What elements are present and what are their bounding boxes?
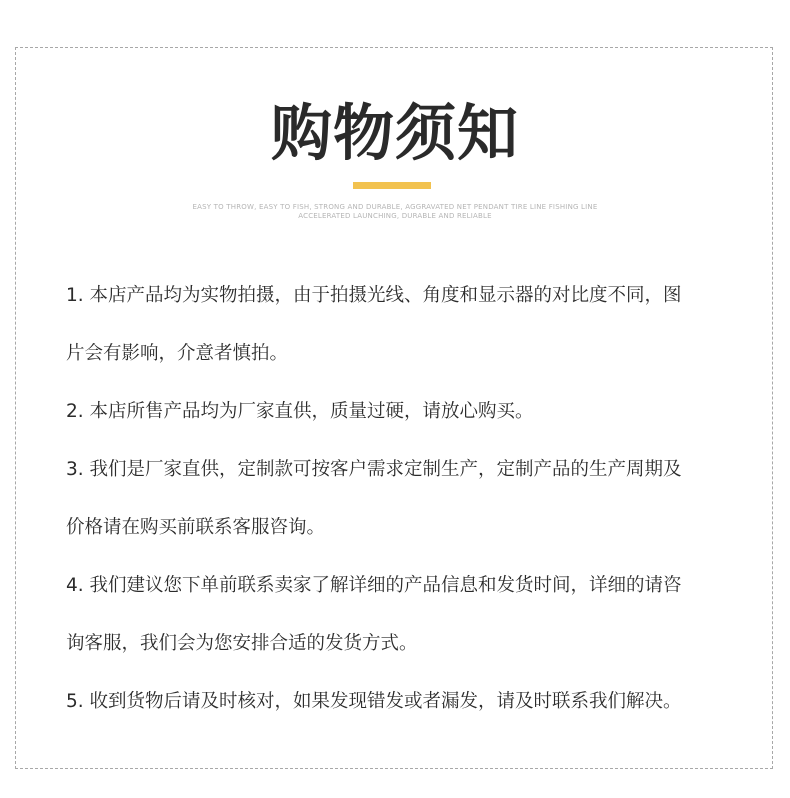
notice-line-8: 5. 收到货物后请及时核对，如果发现错发或者漏发，请及时联系我们解决。 (66, 691, 682, 712)
notice-line-3: 2. 本店所售产品均为厂家直供，质量过硬，请放心购买。 (66, 401, 534, 422)
notice-line-5: 价格请在购买前联系客服咨询。 (66, 517, 326, 538)
title-underline-bar (353, 182, 431, 189)
notice-line-1: 1. 本店产品均为实物拍摄，由于拍摄光线、角度和显示器的对比度不同，图 (66, 285, 682, 306)
notice-line-7: 询客服，我们会为您安排合适的发货方式。 (66, 633, 418, 654)
subtitle-line-2: ACCELERATED LAUNCHING, DURABLE AND RELIABLE (298, 212, 492, 220)
subtitle-line-1: EASY TO THROW, EASY TO FISH, STRONG AND DURABLE, AGGRAVATED NET PENDANT TIRE LINE FISHING LINE (192, 203, 598, 211)
notice-line-6: 4. 我们建议您下单前联系卖家了解详细的产品信息和发货时间，详细的请咨 (66, 575, 682, 596)
purchase-notice-list (66, 278, 736, 742)
notice-line-4: 3. 我们是厂家直供，定制款可按客户需求定制生产，定制产品的生产周期及 (66, 459, 682, 480)
notice-line-2: 片会有影响，介意者慎拍。 (66, 343, 289, 364)
page-title: 购物须知 (270, 98, 519, 169)
